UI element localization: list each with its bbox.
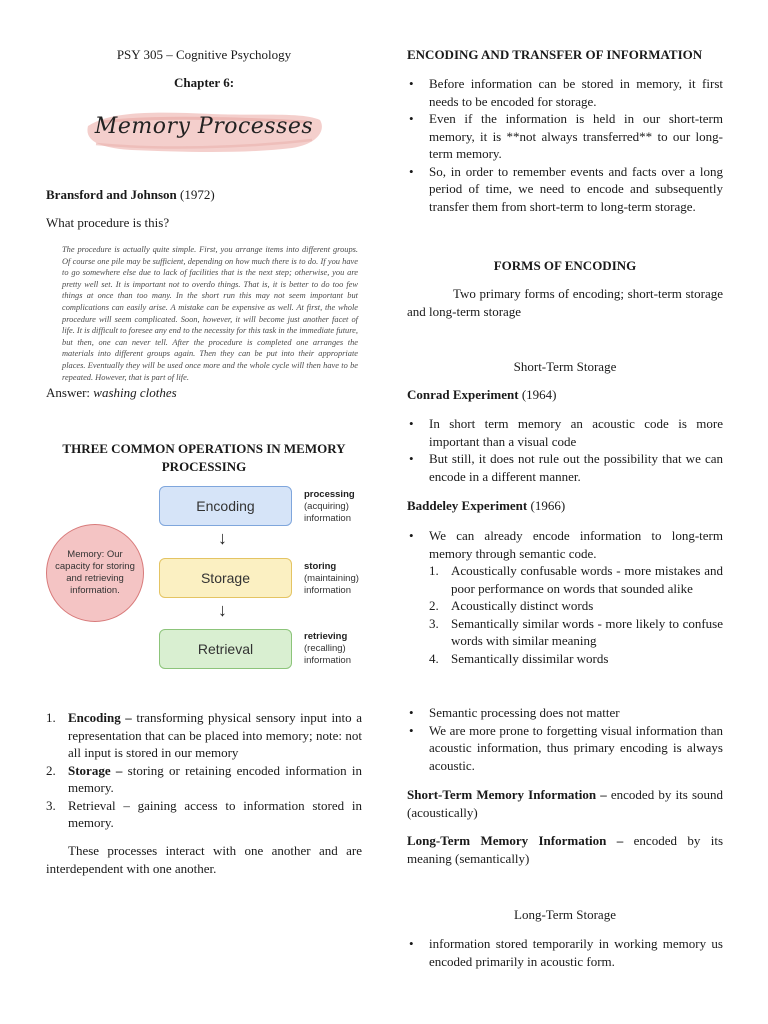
forms-intro: Two primary forms of encoding; short-term storage and long-term storage bbox=[407, 286, 723, 319]
baddeley-citation: Baddeley Experiment (1966) bbox=[407, 498, 566, 513]
retrieval-box: Retrieval bbox=[159, 629, 292, 669]
list-item: • Before information can be stored in memory, it first needs to be encoded for storage. bbox=[407, 75, 723, 110]
chapter-label: Chapter 6: bbox=[173, 75, 235, 90]
baddeley-bullet bbox=[407, 527, 723, 562]
encoding-box: Encoding bbox=[159, 486, 292, 526]
memory-operations-diagram bbox=[46, 482, 362, 672]
long-term-heading: Long-Term Storage bbox=[514, 907, 616, 922]
storage-box: Storage bbox=[159, 558, 292, 598]
list-item: • information stored temporarily in working memory us encoded primarily in acoustic form. bbox=[407, 935, 723, 970]
list-item: • Even if the information is held in our short-term memory, it is **not always transferred** to our long-term memory. bbox=[407, 110, 723, 163]
conrad-bullets bbox=[407, 415, 723, 485]
section-heading-forms: FORMS OF ENCODING bbox=[493, 258, 637, 273]
study-citation bbox=[46, 186, 362, 204]
list-item: • Semantic processing does not matter bbox=[407, 704, 723, 722]
excerpt-passage: The procedure is actually quite simple. First, you arrange items into different groups. Of course one pile may be sufficient, depending on how much there is to do. If you have to go somewhere else due to lack of facilities that is the next step; otherwise, you are pretty well set. It is important not to overdo things. That is, it is better to do too few things at once than too many. In the short run this may not seem important but complications can easily arise. A mistake can be expensive as well. At first, the whole procedure will seem complicated. Soon, however, it will become just another facet of life. It is difficult to foresee any end to the necessity for this task in the immediate future, but then, one can never tell. After the procedure is completed one arranges the materials into different groups again. Then they can be put into their appropriate places. Eventually they will be used once more and the whole cycle will then have to be repeated. However, that is part of life. bbox=[62, 245, 358, 382]
list-item: 3. Retrieval – gaining access to information stored in memory. bbox=[46, 797, 362, 830]
list-item: • So, in order to remember events and facts over a long period of time, we need to encode and subsequently transfer them from short-term to long-term storage. bbox=[407, 163, 723, 216]
study-year: (1972) bbox=[176, 187, 215, 202]
encoding-side-label: processing (acquiring) information bbox=[304, 489, 355, 524]
list-item: • We can already encode information to long-term memory through semantic code. bbox=[407, 527, 723, 562]
course-title: PSY 305 – Cognitive Psychology bbox=[116, 47, 292, 62]
list-item: • But still, it does not rule out the possibility that we can encode in a different manner. bbox=[407, 450, 723, 485]
answer-label: Answer: bbox=[46, 385, 94, 400]
operations-heading: THREE COMMON OPERATIONS IN MEMORY PROCESSING bbox=[62, 441, 346, 474]
section-heading-transfer: ENCODING AND TRANSFER OF INFORMATION bbox=[407, 47, 703, 62]
arrow-down-icon: ↓ bbox=[218, 600, 227, 620]
banner bbox=[82, 104, 326, 158]
memory-definition-circle: Memory: Our capacity for storing and retrieving information. bbox=[46, 524, 144, 622]
list-item: 1. Encoding – transforming physical sensory input into a representation that can be placed into memory; note: not all input is stored in our memory bbox=[46, 710, 362, 760]
baddeley-conclusions bbox=[407, 704, 723, 774]
list-item: 3. Semantically similar words - more likely to confuse words with similar meaning bbox=[429, 615, 723, 648]
stm-definition: Short-Term Memory Information – encoded by its sound (acoustically) bbox=[407, 787, 724, 820]
list-item: 1. Acoustically confusable words - more mistakes and poor performance on words that sounded alike bbox=[429, 563, 723, 596]
list-item: • We are more prone to forgetting visual information than acoustic information, thus primary encoding is always acoustic. bbox=[407, 722, 723, 775]
answer-value: washing clothes bbox=[93, 385, 177, 400]
study-author: Bransford and Johnson bbox=[46, 187, 177, 202]
retrieval-side-label: retrieving (recalling) information bbox=[304, 631, 351, 666]
list-item: • In short term memory an acoustic code is more important than a visual code bbox=[407, 415, 723, 450]
list-item: 2. Storage – storing or retaining encoded information in memory. bbox=[46, 762, 362, 795]
long-term-bullets bbox=[407, 935, 723, 970]
storage-side-label: storing (maintaining) information bbox=[304, 561, 359, 596]
short-term-heading: Short-Term Storage bbox=[513, 359, 617, 374]
operations-list bbox=[46, 709, 362, 832]
list-item: 2. Acoustically distinct words bbox=[429, 598, 594, 613]
ltm-definition: Long-Term Memory Information – encoded by its meaning (semantically) bbox=[407, 833, 724, 866]
conrad-citation: Conrad Experiment (1964) bbox=[407, 387, 557, 402]
answer bbox=[46, 384, 362, 402]
question: What procedure is this? bbox=[46, 215, 170, 230]
closing-paragraph: These processes interact with one another and are interdependent with one another. bbox=[46, 843, 362, 876]
arrow-down-icon: ↓ bbox=[218, 528, 227, 548]
banner-title: Memory Processes bbox=[94, 114, 314, 139]
baddeley-word-list bbox=[429, 562, 723, 667]
list-item: 4. Semantically dissimilar words bbox=[429, 650, 609, 666]
transfer-bullets bbox=[407, 75, 723, 215]
